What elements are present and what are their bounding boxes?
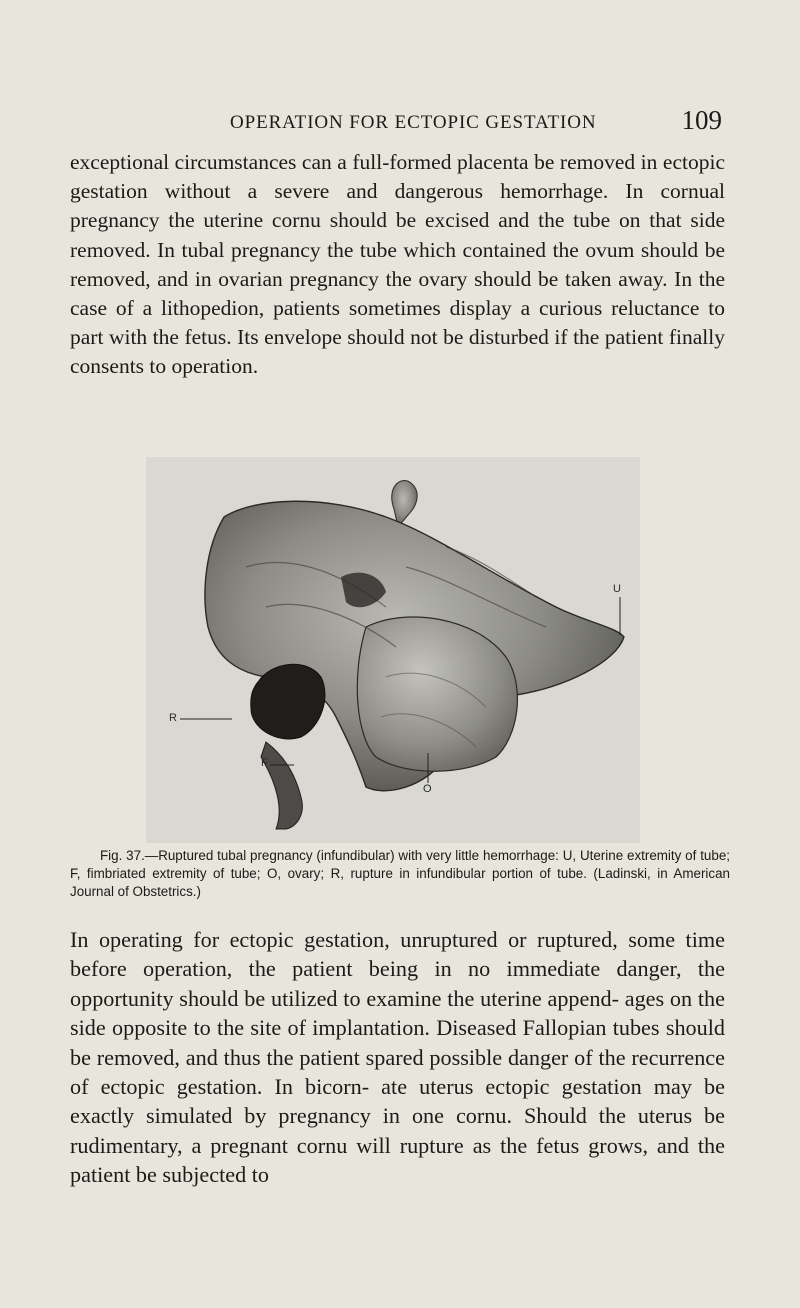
label-o: O	[423, 783, 432, 795]
label-f: F	[261, 757, 268, 769]
page-header	[70, 105, 722, 138]
label-u: U	[613, 583, 621, 595]
paragraph-1: exceptional circumstances can a full-formed placenta be removed in ectopic gestation without a severe and dangerous hemorrhage. In cornual pregnancy the uterine cornu should be excised and the tube on that side removed. In tubal pregnancy the tube which contained the ovum should be removed, and in ovarian pregnancy the ovary should be taken away. In the case of a lithopedion, patients sometimes display a curious reluctance to part with the fetus. Its envelope should not be disturbed if the patient finally consents to operation.	[70, 150, 725, 379]
page-number: 109	[681, 105, 722, 135]
caption-text: —Ruptured tubal pregnancy (infundibular) with very little hemorrhage: U, Uterine extremity of tube; F, fimbriated extremity of tube; O, ovary; R, rupture in infundibular portion of tube. (Ladinski, in American Journal of Obstetrics.)	[70, 848, 730, 899]
paragraph-2: In operating for ectopic gestation, unruptured or ruptured, some time before operation, the patient being in no immediate danger, the opportunity should be utilized to examine the uterine append- ages on the side opposite to the site of implantation. Diseased Fallopian tubes should be removed, and thus the patient spared possible danger of the recurrence of ectopic gestation. In bicorn- ate uterus ectopic gestation may be exactly simulated by pregnancy in one cornu. Should the uterus be rudimentary, a pregnant cornu will rupture as the fetus grows, and the patient be subjected to	[70, 927, 725, 1188]
specimen-illustration	[146, 457, 640, 843]
running-title: OPERATION FOR ECTOPIC GESTATION	[230, 112, 597, 133]
label-r: R	[169, 712, 177, 724]
figure-caption	[70, 847, 730, 901]
figure-37	[146, 457, 640, 843]
caption-number: Fig. 37.	[100, 848, 145, 863]
